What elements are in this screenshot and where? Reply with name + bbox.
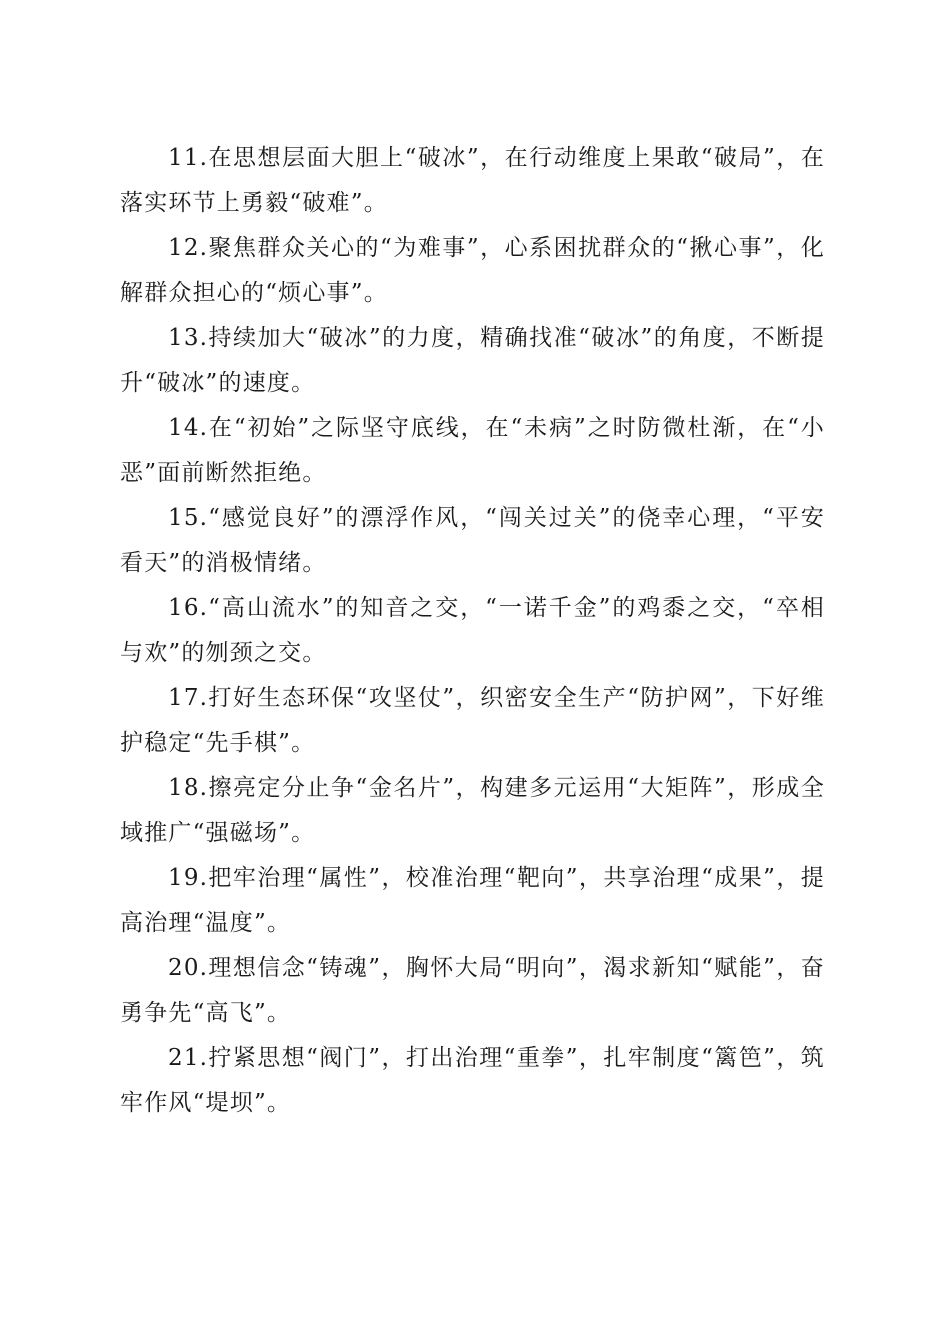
list-item: 18.擦亮定分止争“金名片”，构建多元运用“大矩阵”，形成全域推广“强磁场”。 <box>120 775 825 846</box>
list-item: 17.打好生态环保“攻坚仗”，织密安全生产“防护网”，下好维护稳定“先手棋”。 <box>120 685 825 756</box>
document-page <box>120 136 825 1126</box>
list-item: 21.拧紧思想“阀门”，打出治理“重拳”，扎牢制度“篱笆”，筑牢作风“堤坝”。 <box>120 1045 825 1116</box>
list-item: 15.“感觉良好”的漂浮作风，“闯关过关”的侥幸心理，“平安看天”的消极情绪。 <box>120 505 825 576</box>
list-item: 19.把牢治理“属性”，校准治理“靶向”，共享治理“成果”，提高治理“温度”。 <box>120 865 825 936</box>
list-item: 16.“高山流水”的知音之交，“一诺千金”的鸡黍之交，“卒相与欢”的刎颈之交。 <box>120 595 825 666</box>
list-item: 20.理想信念“铸魂”，胸怀大局“明向”，渴求新知“赋能”，奋勇争先“高飞”。 <box>120 955 825 1026</box>
list-item: 13.持续加大“破冰”的力度，精确找准“破冰”的角度，不断提升“破冰”的速度。 <box>120 325 825 396</box>
list-item: 12.聚焦群众关心的“为难事”，心系困扰群众的“揪心事”，化解群众担心的“烦心事”。 <box>120 235 825 306</box>
list-item: 11.在思想层面大胆上“破冰”，在行动维度上果敢“破局”，在落实环节上勇毅“破难”。 <box>120 145 825 216</box>
list-item: 14.在“初始”之际坚守底线，在“未病”之时防微杜渐，在“小恶”面前断然拒绝。 <box>120 415 825 486</box>
